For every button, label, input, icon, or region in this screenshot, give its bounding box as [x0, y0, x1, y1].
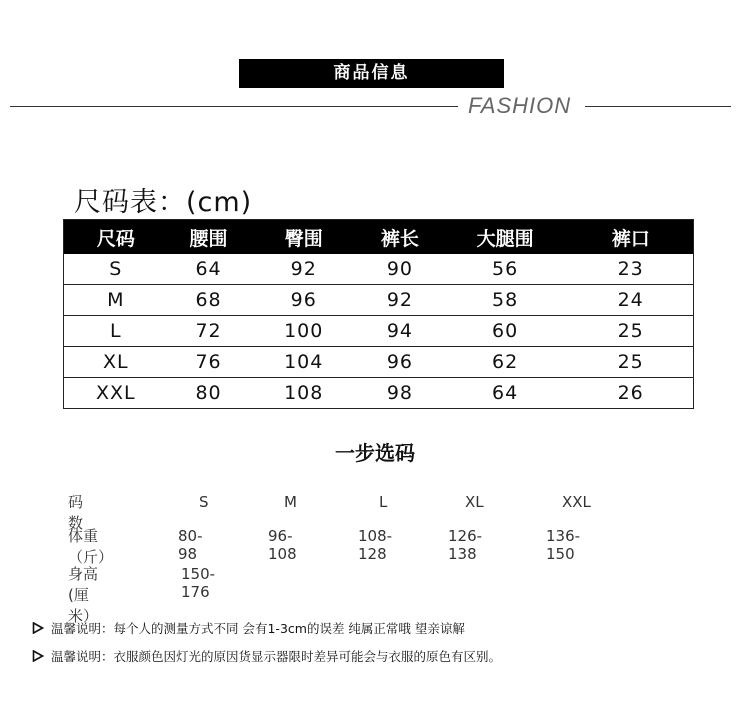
- note-text: 温馨说明：每个人的测量方式不同 会有1-3cm的误差 纯属正常哦 望亲谅解: [51, 621, 465, 636]
- guide-size: XXL: [562, 493, 591, 511]
- table-cell: 100: [284, 320, 324, 342]
- guide-size: S: [199, 493, 209, 511]
- table-cell: 92: [386, 289, 414, 311]
- fashion-tagline: FASHION: [468, 93, 572, 118]
- table-cell: XXL: [96, 382, 136, 404]
- size-chart-title: 尺码表：(cm): [74, 187, 253, 218]
- note-item: [32, 647, 501, 665]
- table-cell: 26: [617, 382, 644, 404]
- column-header: 大腿围: [476, 227, 534, 250]
- table-cell: 72: [195, 320, 222, 342]
- table-row: [64, 284, 693, 315]
- divider-right: [585, 106, 731, 107]
- table-row: [64, 346, 693, 377]
- guide-size: XL: [465, 493, 484, 511]
- column-header: 裤长: [380, 227, 419, 250]
- table-cell: 68: [195, 289, 222, 311]
- table-cell: 64: [492, 382, 519, 404]
- table-cell: 90: [386, 258, 414, 280]
- table-row: [64, 377, 693, 408]
- guide-size: L: [379, 493, 388, 511]
- weight-label: 体重（斤）: [68, 527, 114, 566]
- divider-left: [10, 106, 458, 107]
- table-cell: 92: [290, 258, 317, 280]
- table-cell: 96: [290, 289, 317, 311]
- table-cell: S: [109, 258, 123, 280]
- table-cell: 25: [617, 351, 644, 373]
- table-cell: 58: [492, 289, 519, 311]
- table-cell: 108: [284, 382, 324, 404]
- table-cell: 94: [386, 320, 414, 342]
- table-cell: 62: [492, 351, 519, 373]
- table-cell: 60: [492, 320, 519, 342]
- guide-weight: 136-150: [546, 527, 581, 563]
- triangle-bullet-icon: [32, 650, 44, 662]
- size-guide-title: 一步选码: [335, 441, 415, 465]
- guide-size: M: [284, 493, 297, 511]
- column-header: 腰围: [189, 227, 228, 250]
- guide-weight: 108-128: [358, 527, 393, 563]
- size-chart-table: [63, 219, 694, 409]
- note-item: [32, 619, 465, 637]
- triangle-bullet-icon: [32, 622, 44, 634]
- table-cell: XL: [103, 351, 129, 373]
- column-header: 裤口: [611, 227, 650, 250]
- table-row: [64, 315, 693, 346]
- table-row: [64, 254, 693, 284]
- table-cell: 25: [617, 320, 644, 342]
- size-label: 码数: [68, 493, 84, 532]
- guide-weight: 80-98: [178, 527, 203, 563]
- guide-weight: 96-108: [268, 527, 297, 563]
- guide-height: 150-176: [181, 565, 216, 601]
- table-cell: 64: [195, 258, 222, 280]
- table-cell: 56: [492, 258, 519, 280]
- table-header: [64, 220, 693, 254]
- section-title-banner: 商品信息: [239, 59, 504, 88]
- column-header: 臀围: [284, 227, 323, 250]
- table-cell: 104: [284, 351, 324, 373]
- guide-weight: 126-138: [448, 527, 483, 563]
- table-cell: M: [107, 289, 125, 311]
- table-cell: L: [110, 320, 122, 342]
- column-header: 尺码: [96, 227, 135, 250]
- height-label: 身高(厘米）: [68, 565, 99, 625]
- table-cell: 24: [617, 289, 644, 311]
- note-text: 温馨说明：衣服颜色因灯光的原因货显示器限时差异可能会与衣服的原色有区别。: [51, 649, 502, 664]
- table-cell: 80: [195, 382, 222, 404]
- table-cell: 76: [195, 351, 222, 373]
- table-cell: 23: [617, 258, 644, 280]
- table-cell: 96: [386, 351, 414, 373]
- table-cell: 98: [386, 382, 414, 404]
